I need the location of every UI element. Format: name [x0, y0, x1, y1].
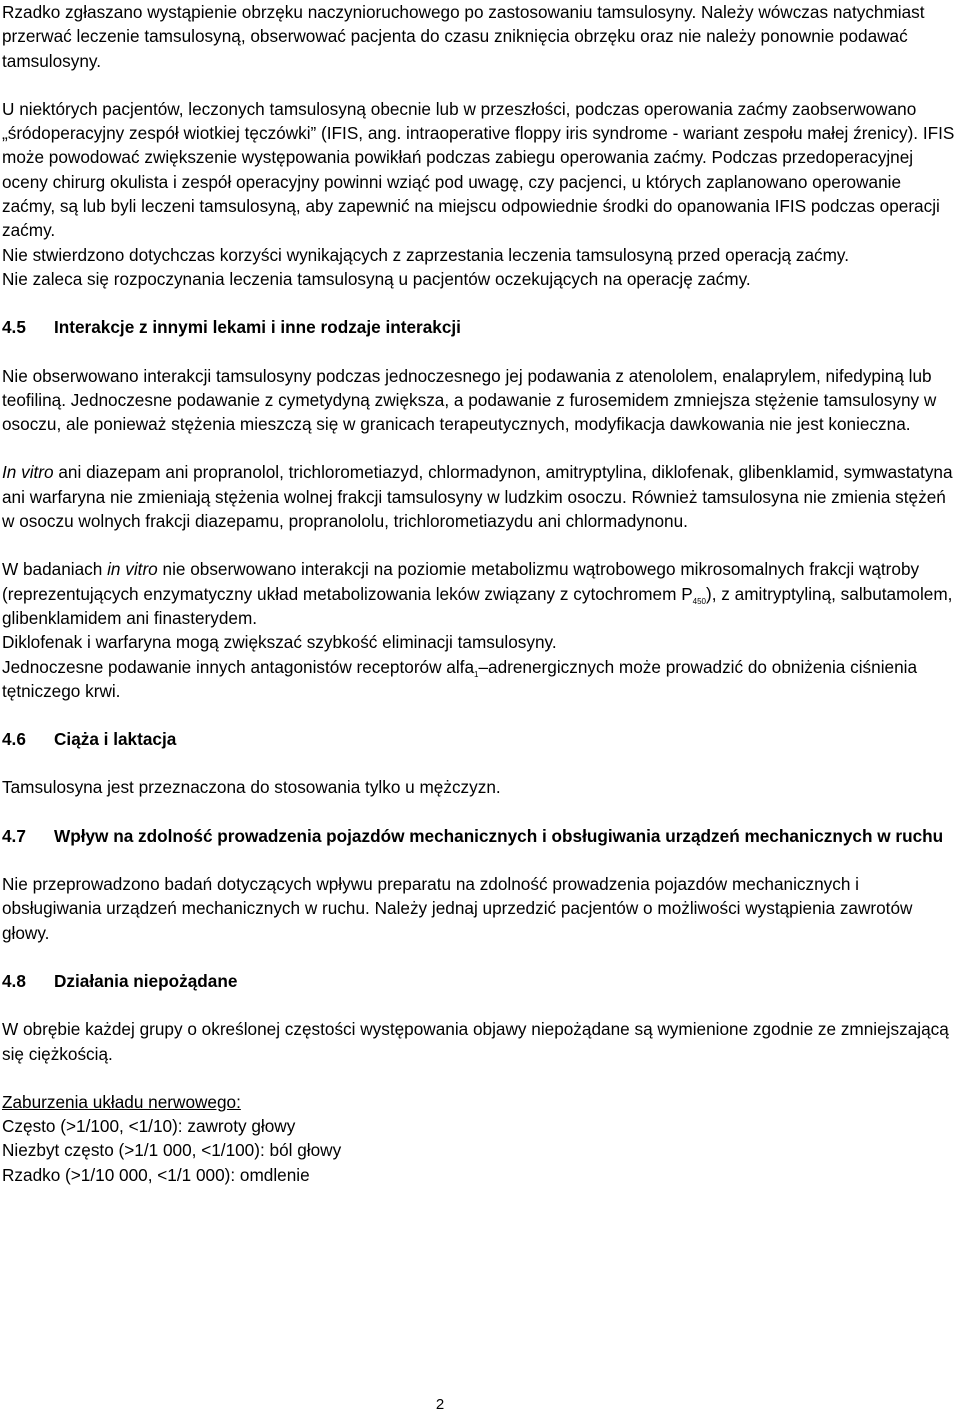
- paragraph-frequency-grouping: W obrębie każdej grupy o określonej częstości występowania objawy niepożądane są wymienione zgodnie ze zmniejszającą się ciężkością.: [2, 1019, 949, 1064]
- section-number: 4.6: [2, 729, 26, 750]
- section-number: 4.7: [2, 825, 26, 846]
- paragraph-not-recommended: Nie zaleca się rozpoczynania leczenia tamsulosyną u pacjentów oczekujących na operację zaćmy.: [2, 268, 751, 289]
- document-page: [2, 0, 958, 1187]
- text-run: nie obserwowano interakcji na poziomie metabolizmu wątrobowego mikrosomalnych frakcji wątroby (reprezentujących enzymatyczny układ metabolizowania leków związany z cytochromem P: [2, 559, 920, 604]
- section-heading-4-5: [2, 315, 958, 339]
- text-run: ), z amitryptyliną, salbutamolem, glibenklamidem ani finasterydem.: [2, 583, 953, 628]
- subscript-1: 1: [474, 669, 479, 679]
- section-title: Działania niepożądane: [54, 970, 238, 991]
- subheading-nervous-system: Zaburzenia układu nerwowego:: [2, 1091, 241, 1112]
- paragraph-ifis: U niektórych pacjentów, leczonych tamsulosyną obecnie lub w przeszłości, podczas operowania zaćmy zaobserwowano „śródoperacyjny zespół wiotkiej tęczówki” (IFIS, ang. intraoperative floppy iris syndrome - wariant zespołu małej źrenicy). IFIS może powodować zwiększenie występowania powikłań podczas zabiegu operowania zaćmy. Podczas przedoperacyjnej oceny chirurg okulista i zespół operacyjny powinni wziąć pod uwagę, czy pacjenci, u których zaplanowano operowanie zaćmy, są lub byli leczeni tamsulosyną, aby zapewnić na miejscu odpowiednie środki do opanowania IFIS podczas operacji zaćmy.: [2, 98, 955, 241]
- paragraph-driving: Nie przeprowadzono badań dotyczących wpływu preparatu na zdolność prowadzenia pojazdów mechanicznych i obsługiwania urządzeń mechanicznych w ruchu. Należy jednaj uprzedzić pacjentów o możliwości wystąpienia zawrotów głowy.: [2, 874, 913, 943]
- paragraph-angioedema: Rzadko zgłaszano wystąpienie obrzęku naczynioruchowego po zastosowaniu tamsulosyny. Należy wówczas natychmiast przerwać leczenie tamsulosyną, obserwować pacjenta do czasu zniknięcia obrzęku oraz nie należy ponownie podawać tamsulosyny.: [2, 2, 925, 71]
- section-heading-4-7: [2, 824, 958, 848]
- subscript-450: 450: [692, 596, 707, 606]
- section-title: Interakcje z innymi lekami i inne rodzaje interakcji: [54, 317, 461, 338]
- section-title: Wpływ na zdolność prowadzenia pojazdów mechanicznych i obsługiwania urządzeń mechanicznych w ruchu: [54, 825, 944, 846]
- section-number: 4.5: [2, 317, 26, 338]
- text-run: Jednoczesne podawanie innych antagonistów receptorów alfa: [2, 656, 475, 677]
- paragraph-no-benefit: Nie stwierdzono dotychczas korzyści wynikających z zaprzestania leczenia tamsulosyną przed operacją zaćmy.: [2, 244, 850, 265]
- paragraph-alpha-antagonists: [2, 655, 958, 704]
- paragraph-diclofenac: Diklofenak i warfaryna mogą zwiększać szybkość eliminacji tamsulosyny.: [2, 632, 557, 653]
- paragraph-interactions: Nie obserwowano interakcji tamsulosyny podczas jednoczesnego jej podawania z atenololem, enalaprylem, nifedypiną lub teofiliną. Jednoczesne podawanie z cymetydyną zwiększa, a podawanie z furosemidem zmniejsza stężenie tamsulosyny w osoczu, ale ponieważ stężenia mieszczą się w granicach terapeutycznych, modyfikacja dawkowania nie jest konieczna.: [2, 365, 937, 435]
- paragraph-men-only: Tamsulosyna jest przeznaczona do stosowania tylko u mężczyzn.: [2, 777, 501, 798]
- text-run: –adrenergicznych może prowadzić do obniżenia ciśnienia tętniczego krwi.: [2, 656, 918, 701]
- italic-in-vitro: in vitro: [107, 559, 158, 580]
- list-item-common: Często (>1/100, <1/10): zawroty głowy: [2, 1116, 296, 1137]
- paragraph-in-vitro-metabolism: [2, 557, 958, 630]
- page-number: 2: [435, 1396, 445, 1413]
- italic-in-vitro: In vitro: [2, 462, 54, 483]
- section-heading-4-6: [2, 727, 958, 751]
- text-run: ani diazepam ani propranolol, trichlorometiazyd, chlormadynon, amitryptylina, diklofenak, glibenklamid, symwastatyna ani warfaryna nie zmieniają stężenia wolnej frakcji tamsulosyny w ludzkim osoczu. Również tamsulosyna nie zmienia stężeń w osoczu wolnych frakcji diazepamu, propranololu, trichlorometiazydu ani chlormadynonu.: [2, 462, 953, 532]
- list-item-rare: Rzadko (>1/10 000, <1/1 000): omdlenie: [2, 1164, 310, 1185]
- section-number: 4.8: [2, 970, 26, 991]
- paragraph-in-vitro-binding: [2, 460, 958, 533]
- text-run: W badaniach: [2, 559, 108, 580]
- section-heading-4-8: [2, 969, 958, 993]
- list-item-uncommon: Niezbyt często (>1/1 000, <1/100): ból głowy: [2, 1140, 342, 1161]
- section-title: Ciąża i laktacja: [54, 729, 177, 750]
